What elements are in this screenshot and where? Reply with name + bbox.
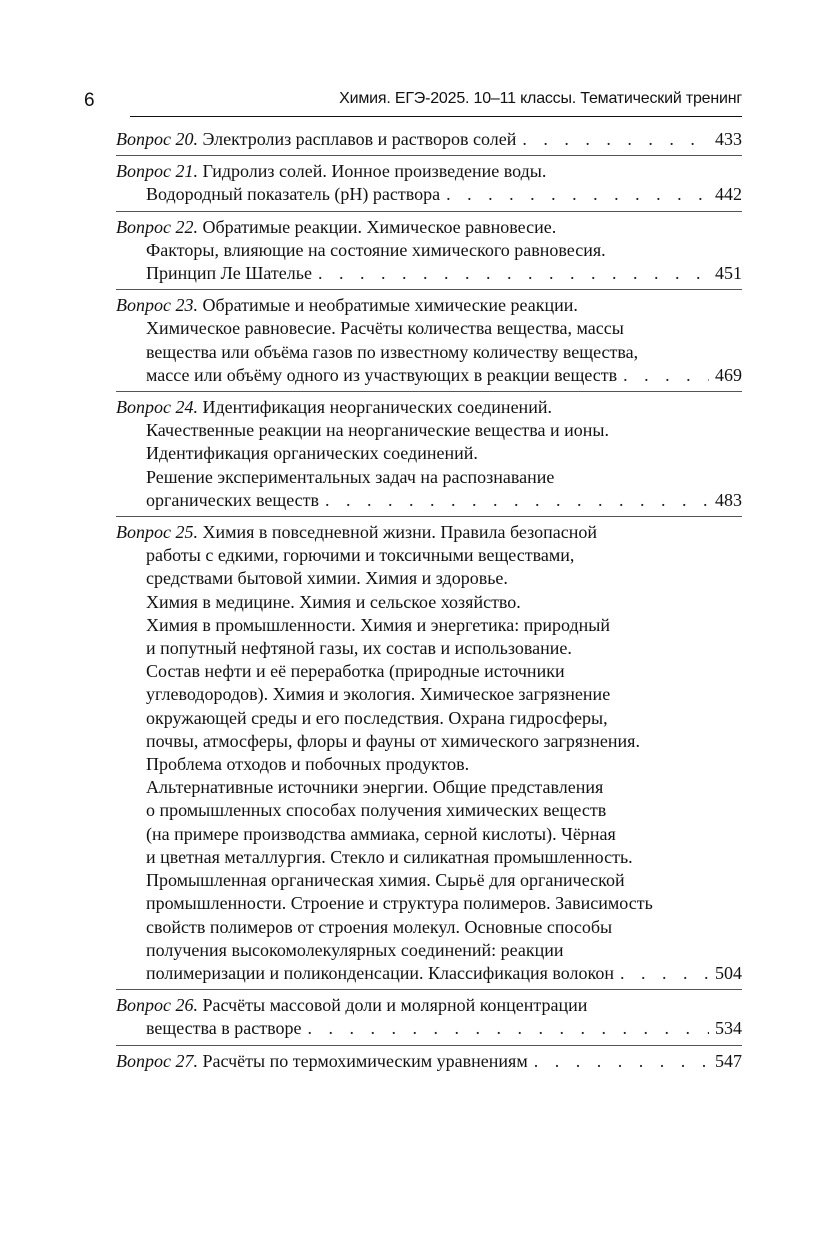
question-label: Вопрос 27. xyxy=(116,1050,198,1071)
toc-entry-line xyxy=(146,317,742,340)
leader-dots xyxy=(522,128,709,151)
leader-dots xyxy=(308,1017,710,1040)
toc-line-text: и цветная металлургия. Стекло и силикатная промышленность. xyxy=(146,846,633,867)
toc-entry-line xyxy=(146,823,742,846)
toc-line-text: окружающей среды и его последствия. Охрана гидросферы, xyxy=(146,707,608,728)
toc-line-text: свойств полимеров от строения молекул. Основные способы xyxy=(146,916,613,937)
toc-entry-line xyxy=(146,892,742,915)
toc-entry-line xyxy=(146,869,742,892)
toc-line-text: получения высокомолекулярных соединений: реакции xyxy=(146,939,564,960)
toc-entry-line xyxy=(146,683,742,706)
toc-line-text-wrap xyxy=(146,183,440,206)
page-reference: 534 xyxy=(715,1018,742,1039)
toc-line-text-wrap xyxy=(116,397,552,417)
leader-dots xyxy=(623,364,709,387)
toc-line-text: Проблема отходов и побочных продуктов. xyxy=(146,754,470,775)
running-head: Химия. ЕГЭ-2025. 10–11 классы. Тематический тренинг xyxy=(339,90,742,107)
toc-line-text: и попутный нефтяной газы, их состав и использование. xyxy=(146,638,572,659)
toc-entry-line xyxy=(116,128,742,151)
toc-line-text: Качественные реакции на неорганические вещества и ионы. xyxy=(146,420,609,441)
page-reference: 483 xyxy=(715,489,742,510)
toc-line-text-wrap xyxy=(146,893,653,913)
toc-entry[interactable] xyxy=(116,1045,742,1073)
toc-entry[interactable] xyxy=(116,516,742,985)
toc-line-text-wrap xyxy=(146,824,616,844)
toc-line-text-wrap xyxy=(146,1017,302,1040)
toc-line-text-wrap xyxy=(146,318,624,338)
toc-entry[interactable] xyxy=(116,128,742,151)
toc-line-text: Гидролиз солей. Ионное произведение воды. xyxy=(202,161,547,182)
page-reference: 469 xyxy=(715,364,742,385)
toc-line-text: Химия в медицине. Химия и сельское хозяйство. xyxy=(146,591,521,612)
page-number: 6 xyxy=(84,90,95,111)
toc-line-text-wrap xyxy=(116,217,556,237)
toc-line-text: о промышленных способах получения химических веществ xyxy=(146,800,607,821)
toc-entry-line xyxy=(146,419,742,442)
toc-line-text: Идентификация неорганических соединений. xyxy=(202,397,552,418)
toc-entry-line xyxy=(146,341,742,364)
header-rule xyxy=(130,116,742,117)
toc-line-text: Обратимые и необратимые химические реакции. xyxy=(202,295,578,316)
toc-line-text: массе или объёму одного из участвующих в реакции веществ xyxy=(146,364,618,385)
page-reference: 442 xyxy=(715,184,742,205)
question-label: Вопрос 25. xyxy=(116,522,198,543)
toc-line-text-wrap xyxy=(146,731,640,751)
toc-line-text: Факторы, влияющие на состояние химического равновесия. xyxy=(146,239,606,260)
toc-line-text-wrap xyxy=(146,777,603,797)
toc-entry[interactable] xyxy=(116,989,742,1040)
toc-line-text-wrap xyxy=(146,615,610,635)
toc-line-text-wrap xyxy=(146,708,608,728)
toc-entry[interactable] xyxy=(116,155,742,206)
toc-entry-line xyxy=(146,614,742,637)
toc-entry-line xyxy=(146,591,742,614)
toc-entry-line xyxy=(146,466,742,489)
toc-line-text-wrap xyxy=(146,962,614,985)
toc-line-text-wrap xyxy=(146,940,563,960)
toc-line-text: Состав нефти и её переработка (природные источники xyxy=(146,661,565,682)
toc-entry-line xyxy=(146,239,742,262)
toc-entry[interactable] xyxy=(116,289,742,387)
page-reference: 547 xyxy=(715,1050,742,1071)
toc-line-text: Обратимые реакции. Химическое равновесие. xyxy=(202,216,557,237)
toc-line-text-wrap xyxy=(146,443,478,463)
toc-entry-line xyxy=(146,567,742,590)
toc-line-text-wrap xyxy=(146,342,638,362)
toc-line-text-wrap xyxy=(146,364,617,387)
toc-entry-line xyxy=(116,396,742,419)
toc-entry-line xyxy=(146,637,742,660)
toc-entry-line xyxy=(116,216,742,239)
toc-entry-line xyxy=(146,939,742,962)
toc-line-text: Промышленная органическая химия. Сырьё для органической xyxy=(146,870,625,891)
toc-line-text-wrap xyxy=(146,638,572,658)
toc-entry-line xyxy=(146,799,742,822)
toc-line-text: Химическое равновесие. Расчёты количества вещества, массы xyxy=(146,318,624,339)
toc-line-text: Решение экспериментальных задач на распознавание xyxy=(146,466,555,487)
toc-line-text: Альтернативные источники энергии. Общие представления xyxy=(146,777,604,798)
toc-line-text: Водородный показатель (pH) раствора xyxy=(146,184,441,205)
toc-entry-line xyxy=(146,707,742,730)
toc-line-text-wrap xyxy=(116,522,597,542)
toc-entry-line xyxy=(146,489,742,512)
toc-line-text: полимеризации и поликонденсации. Классификация волокон xyxy=(146,962,614,983)
toc-line-text-wrap xyxy=(116,1050,528,1073)
toc-line-text-wrap xyxy=(146,489,319,512)
toc-line-text: промышленности. Строение и структура полимеров. Зависимость xyxy=(146,893,653,914)
page-reference: 504 xyxy=(715,962,742,983)
question-label: Вопрос 20. xyxy=(116,129,198,149)
toc-line-text: Расчёты по термохимическим уравнениям xyxy=(202,1050,528,1071)
toc-line-text-wrap xyxy=(146,467,554,487)
question-label: Вопрос 21. xyxy=(116,161,198,182)
toc-entry-line xyxy=(146,1017,742,1040)
toc-entry-line xyxy=(146,753,742,776)
toc-line-text-wrap xyxy=(146,545,574,565)
toc-entry-line xyxy=(116,521,742,544)
toc-line-text: Принцип Ле Шателье xyxy=(146,263,312,284)
leader-dots xyxy=(446,183,709,206)
toc-entry-line xyxy=(146,183,742,206)
toc-line-text: Электролиз расплавов и растворов солей xyxy=(202,129,517,149)
leader-dots xyxy=(534,1050,709,1073)
toc-line-text-wrap xyxy=(116,161,546,181)
toc-line-text-wrap xyxy=(116,995,587,1015)
toc-entry[interactable] xyxy=(116,211,742,286)
toc-entry-line xyxy=(146,962,742,985)
toc-entry-line xyxy=(146,544,742,567)
toc-line-text-wrap xyxy=(146,917,612,937)
toc-entry-line xyxy=(146,364,742,387)
toc-line-text-wrap xyxy=(146,240,606,260)
toc-line-text: вещества или объёма газов по известному количеству вещества, xyxy=(146,341,639,362)
toc-line-text-wrap xyxy=(146,661,565,681)
question-label: Вопрос 24. xyxy=(116,397,198,418)
toc-line-text-wrap xyxy=(116,295,578,315)
toc-entry-line xyxy=(146,730,742,753)
toc-line-text-wrap xyxy=(146,754,469,774)
toc-line-text: вещества в растворе xyxy=(146,1018,302,1039)
leader-dots xyxy=(318,262,709,285)
toc-line-text-wrap xyxy=(146,262,312,285)
table-of-contents xyxy=(116,128,742,1073)
toc-entry-line xyxy=(116,1050,742,1073)
toc-entry-line xyxy=(116,994,742,1017)
toc-line-text-wrap xyxy=(146,592,521,612)
toc-line-text: (на примере производства аммиака, серной кислоты). Чёрная xyxy=(146,823,616,844)
toc-line-text: Химия в промышленности. Химия и энергетика: природный xyxy=(146,614,611,635)
toc-line-text-wrap xyxy=(146,420,609,440)
toc-line-text: почвы, атмосферы, флоры и фауны от химического загрязнения. xyxy=(146,730,640,751)
toc-line-text: Расчёты массовой доли и молярной концентрации xyxy=(202,995,588,1016)
toc-entry-line xyxy=(146,442,742,465)
question-label: Вопрос 23. xyxy=(116,295,198,316)
toc-entry-line xyxy=(146,776,742,799)
toc-line-text: средствами бытовой химии. Химия и здоровье. xyxy=(146,568,508,589)
toc-entry-line xyxy=(116,294,742,317)
toc-entry-line xyxy=(146,846,742,869)
question-label: Вопрос 22. xyxy=(116,216,198,237)
question-label: Вопрос 26. xyxy=(116,995,198,1016)
toc-line-text-wrap xyxy=(146,684,610,704)
page-reference: 451 xyxy=(715,263,742,284)
toc-line-text-wrap xyxy=(146,800,606,820)
toc-line-text-wrap xyxy=(146,870,625,890)
toc-entry-line xyxy=(146,262,742,285)
toc-entry-line xyxy=(146,916,742,939)
toc-entry-line xyxy=(146,660,742,683)
toc-line-text-wrap xyxy=(116,128,516,151)
leader-dots xyxy=(325,489,709,512)
toc-line-text: Идентификация органических соединений. xyxy=(146,443,478,464)
toc-line-text-wrap xyxy=(146,847,633,867)
toc-line-text: Химия в повседневной жизни. Правила безопасной xyxy=(202,522,597,543)
toc-entry[interactable] xyxy=(116,391,742,512)
page-reference: 433 xyxy=(715,129,742,149)
toc-line-text: работы с едкими, горючими и токсичными веществами, xyxy=(146,545,575,566)
toc-line-text-wrap xyxy=(146,568,508,588)
toc-entry-line xyxy=(116,160,742,183)
toc-line-text: углеводородов). Химия и экология. Химическое загрязнение xyxy=(146,684,611,705)
leader-dots xyxy=(620,962,709,985)
toc-line-text: органических веществ xyxy=(146,489,320,510)
